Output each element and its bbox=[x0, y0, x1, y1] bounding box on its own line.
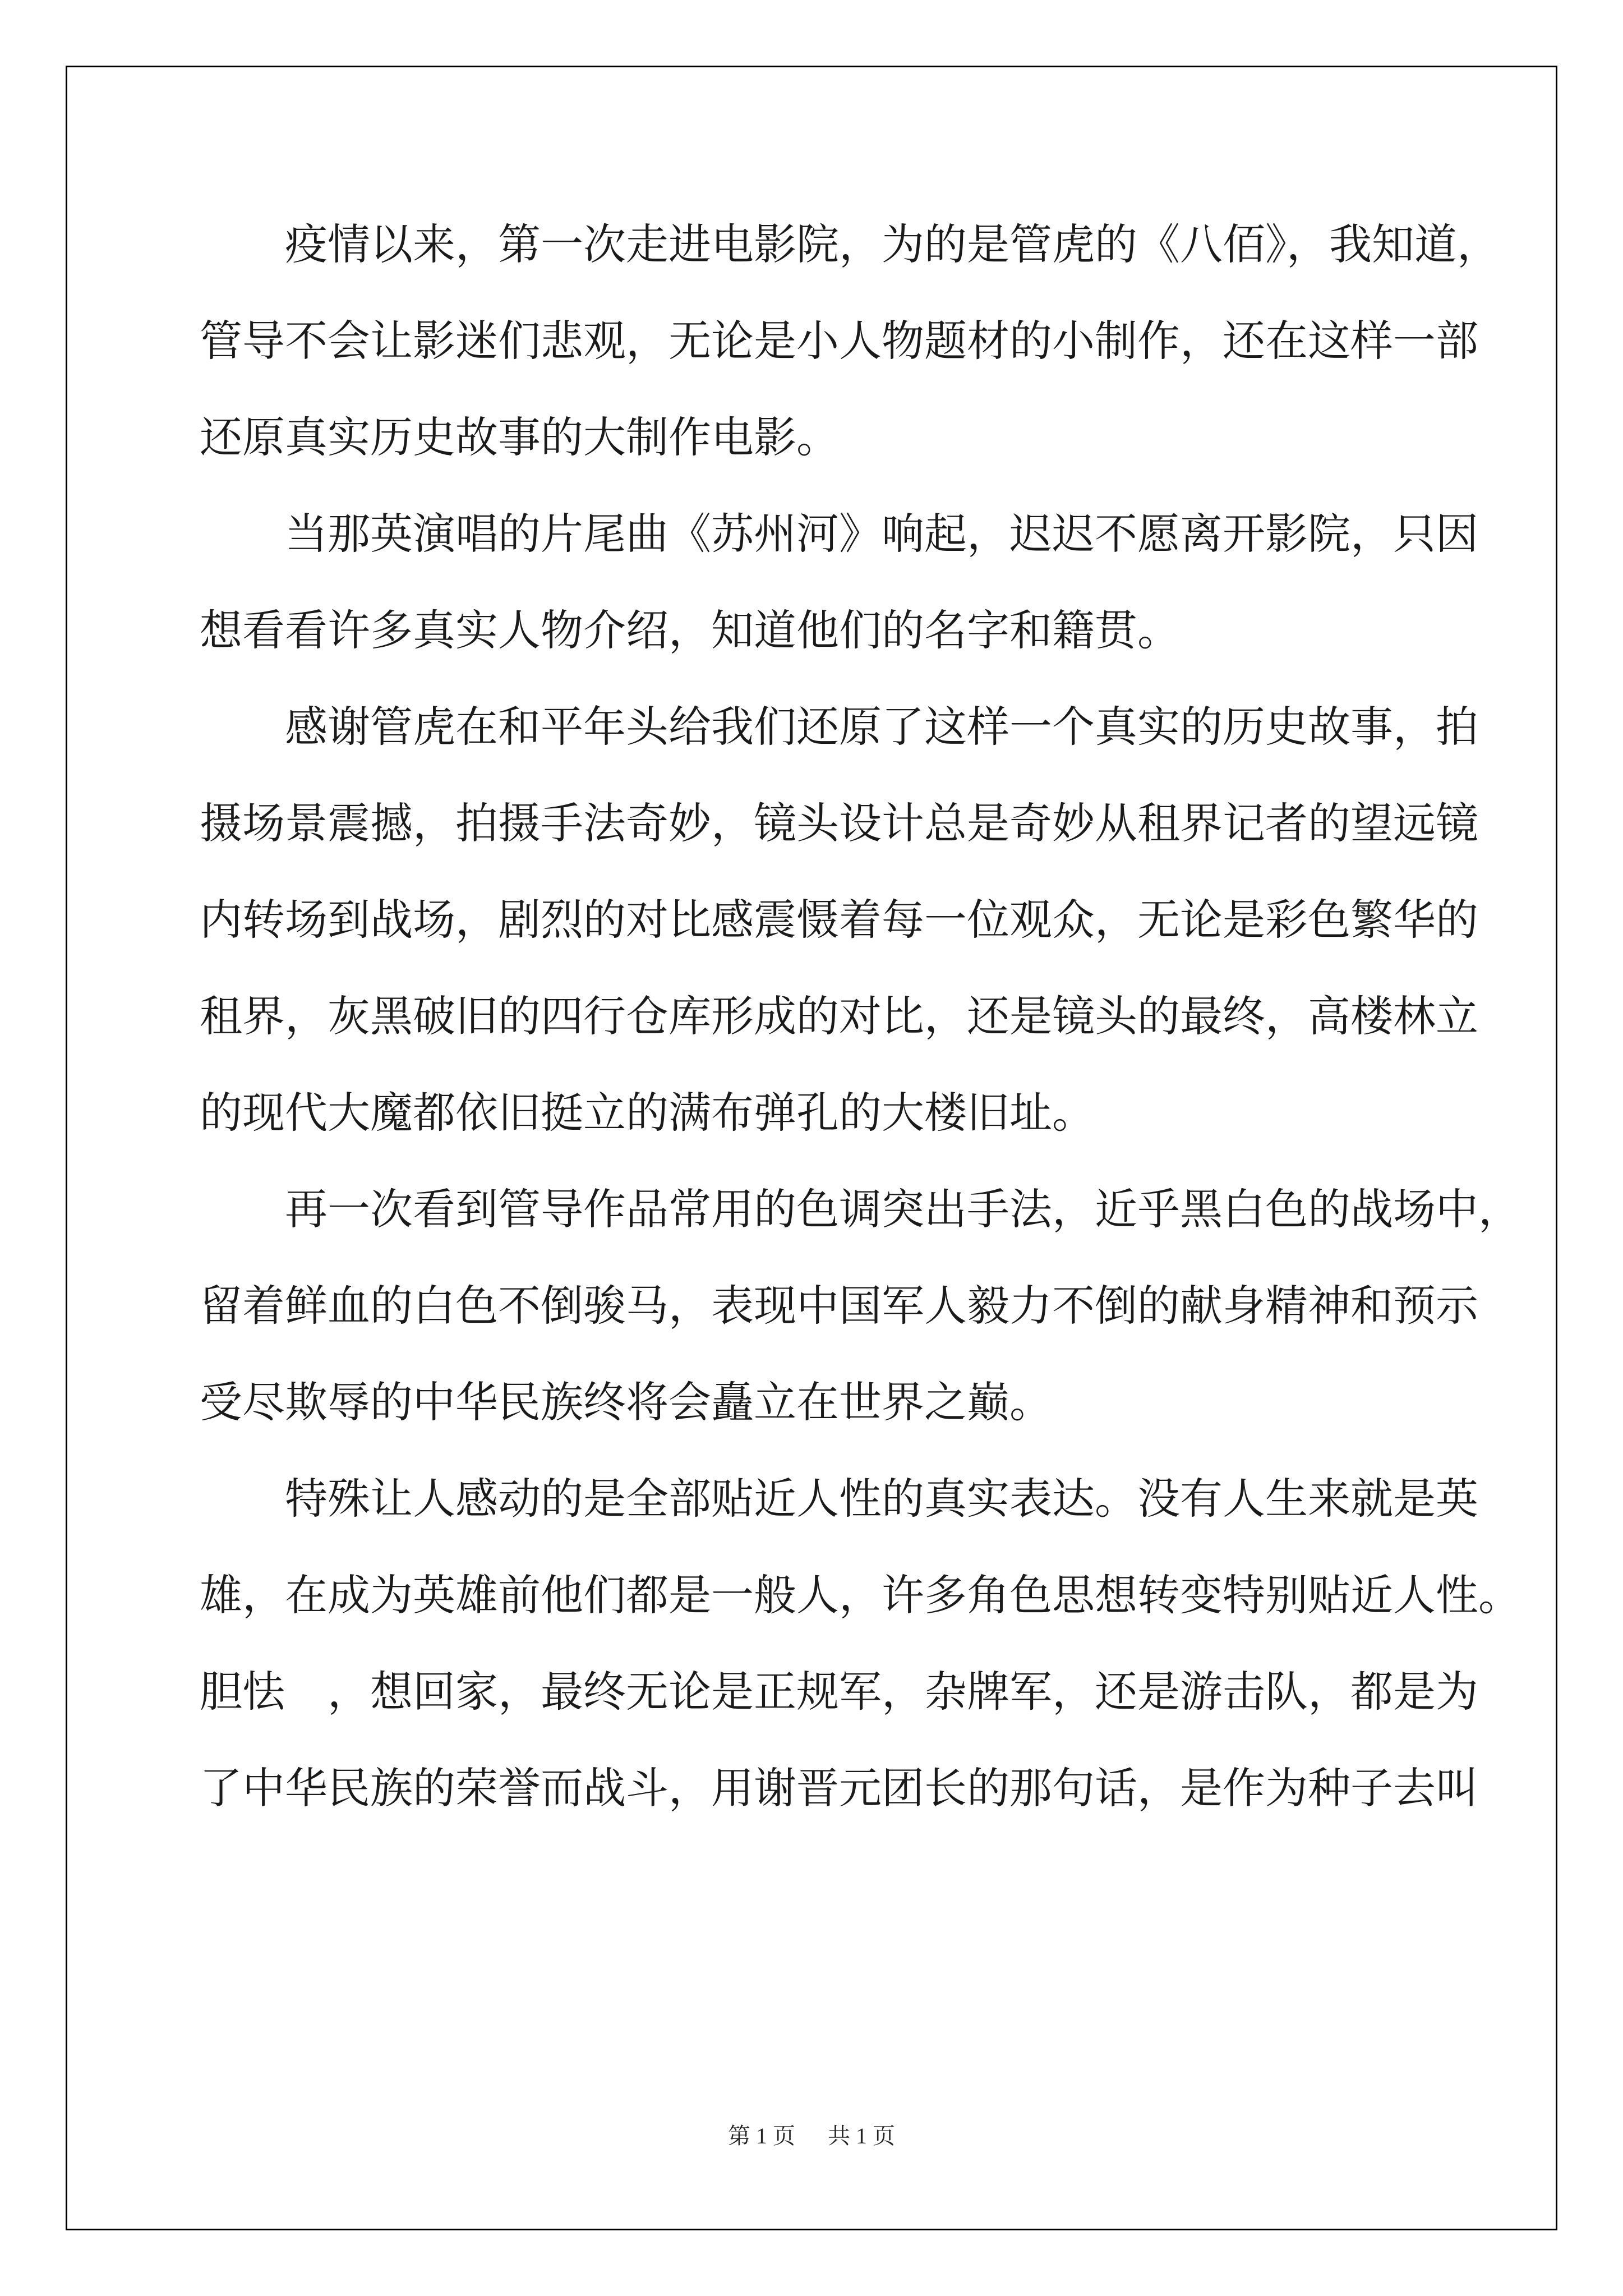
paragraph-3-line-5: 的现代大魔都依旧挺立的满布弹孔的大楼旧址。 bbox=[200, 1088, 1095, 1138]
page-total: 共 1 页 bbox=[828, 2123, 895, 2148]
paragraph-2-line-2: 想看看许多真实人物介绍，知道他们的名字和籍贯。 bbox=[200, 605, 1180, 655]
paragraph-3-line-1: 感谢管虎在和平年头给我们还原了这样一个真实的历史故事，拍 bbox=[285, 702, 1478, 752]
paragraph-2-line-1: 当那英演唱的片尾曲《苏州河》响起，迟迟不愿离开影院，只因 bbox=[285, 509, 1478, 559]
paragraph-1-line-2: 管导不会让影迷们悲观，无论是小人物题材的小制作，还在这样一部 bbox=[200, 316, 1478, 366]
paragraph-1-line-3: 还原真实历史故事的大制作电影。 bbox=[200, 412, 839, 462]
page-footer bbox=[0, 2118, 1623, 2150]
paragraph-5-line-1: 特殊让人感动的是全部贴近人性的真实表达。没有人生来就是英 bbox=[285, 1474, 1478, 1524]
paragraph-1-line-1: 疫情以来，第一次走进电影院，为的是管虎的《八佰》，我知道， bbox=[285, 219, 1500, 269]
paragraph-4-line-3: 受尽欺辱的中华民族终将会矗立在世界之巅。 bbox=[200, 1377, 1052, 1427]
paragraph-5-line-4: 了中华民族的荣誉而战斗，用谢晋元团长的那句话，是作为种子去叫 bbox=[200, 1763, 1478, 1813]
page-number: 第 1 页 bbox=[728, 2123, 795, 2148]
paragraph-5-line-2: 雄，在成为英雄前他们都是一般人，许多角色思想转变特别贴近人性。 bbox=[200, 1570, 1521, 1620]
document-body bbox=[200, 196, 1521, 1837]
paragraph-4-line-2: 留着鲜血的白色不倒骏马，表现中国军人毅力不倒的献身精神和预示 bbox=[200, 1281, 1478, 1331]
paragraph-5-line-3: 胆怯 ，想回家，最终无论是正规军，杂牌军，还是游击队，都是为 bbox=[200, 1667, 1478, 1717]
paragraph-3-line-2: 摄场景震撼，拍摄手法奇妙，镜头设计总是奇妙从租界记者的望远镜 bbox=[200, 798, 1478, 848]
paragraph-3-line-3: 内转场到战场，剧烈的对比感震慑着每一位观众，无论是彩色繁华的 bbox=[200, 895, 1478, 945]
paragraph-3-line-4: 租界，灰黑破旧的四行仓库形成的对比，还是镜头的最终，高楼林立 bbox=[200, 991, 1478, 1041]
paragraph-4-line-1: 再一次看到管导作品常用的色调突出手法，近乎黑白色的战场中， bbox=[285, 1184, 1521, 1234]
